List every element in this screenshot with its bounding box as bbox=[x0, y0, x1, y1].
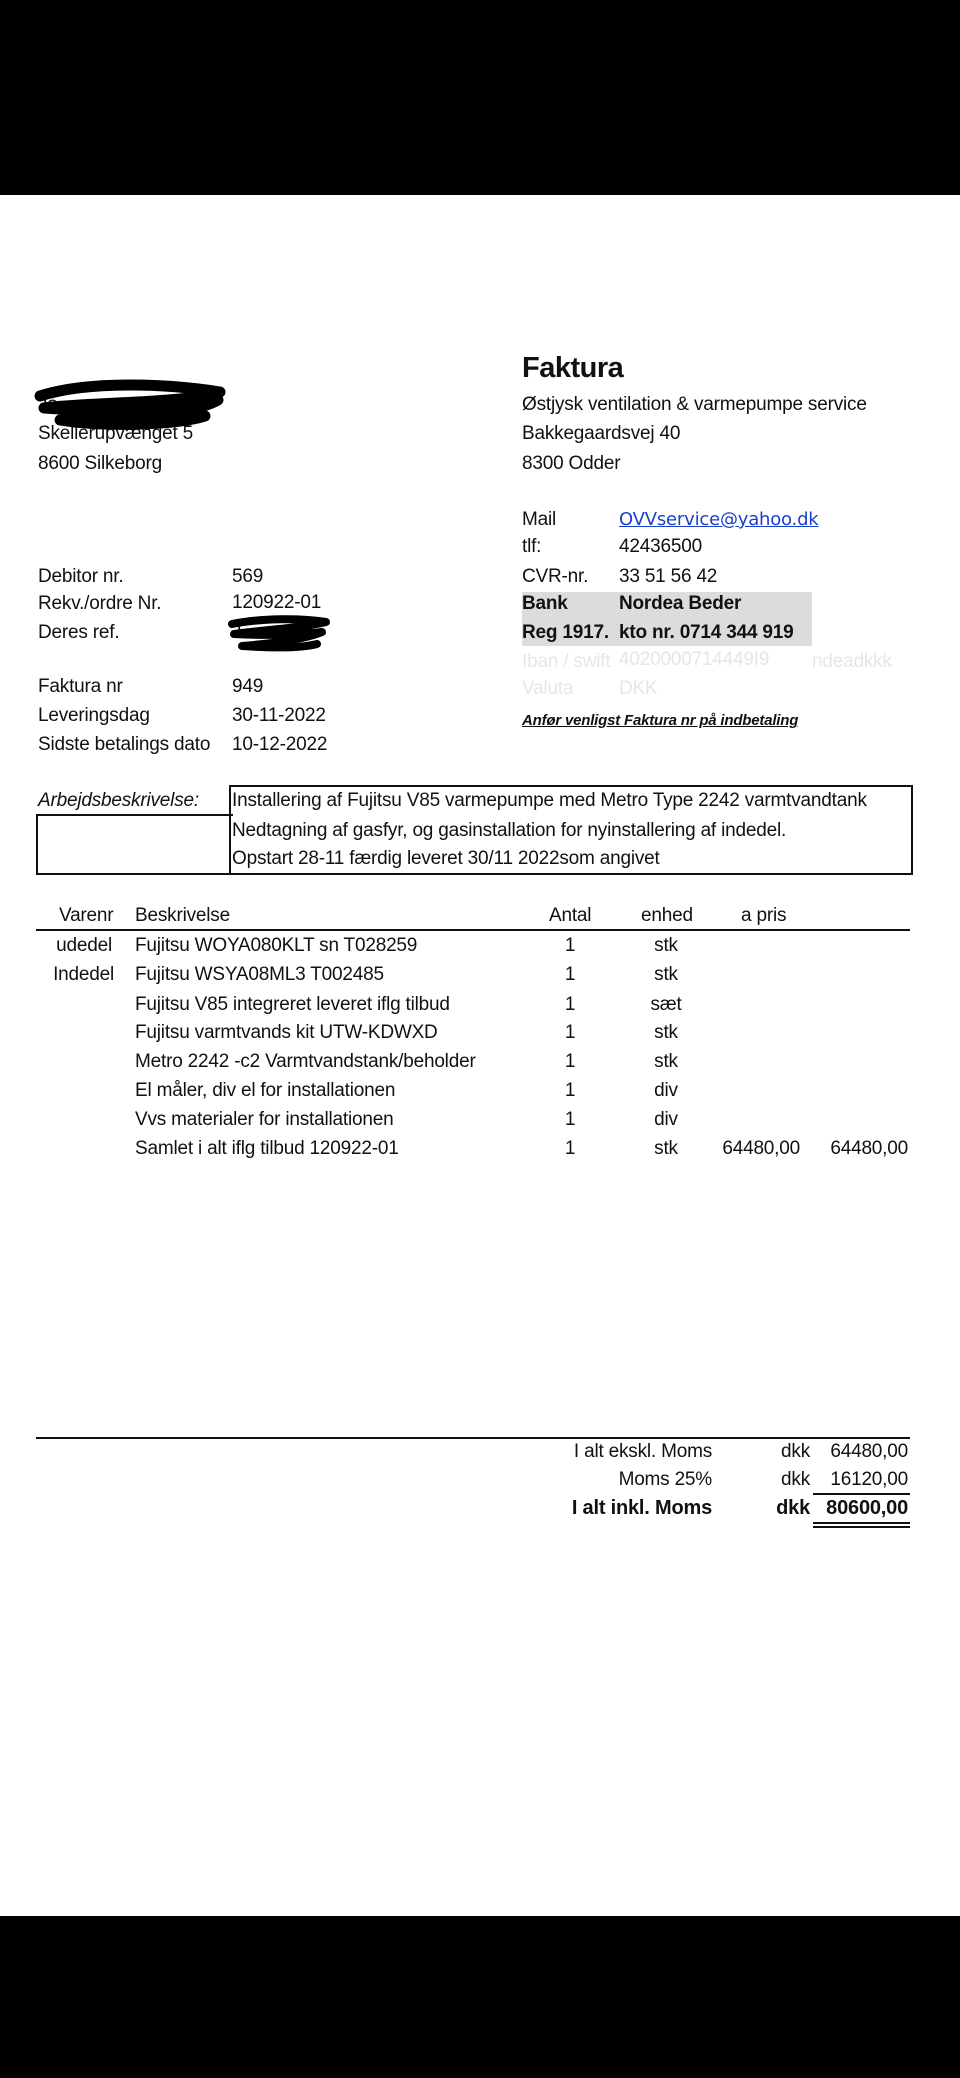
totals-rule bbox=[36, 1437, 910, 1439]
col-beskrivelse: Beskrivelse bbox=[135, 905, 230, 926]
faktura-label: Faktura nr bbox=[38, 676, 123, 697]
bottom-black-bar bbox=[0, 1916, 960, 2078]
kto-value: kto nr. 0714 344 919 bbox=[619, 622, 794, 643]
customer-name: Jo bbox=[38, 394, 58, 415]
tlf-value: 42436500 bbox=[619, 536, 702, 557]
top-black-bar bbox=[0, 0, 960, 195]
redaction-scribble bbox=[30, 378, 230, 438]
swift-value: ndeadkkk bbox=[812, 651, 892, 672]
row-desc: Vvs materialer for installationen bbox=[135, 1109, 394, 1130]
row-antal: 1 bbox=[564, 1138, 576, 1159]
work-label: Arbejdsbeskrivelse: bbox=[38, 790, 199, 811]
valuta-value: DKK bbox=[619, 678, 658, 699]
faktura-value: 949 bbox=[232, 676, 264, 697]
bank-label: Bank bbox=[522, 593, 568, 614]
row-antal: 1 bbox=[564, 935, 576, 956]
col-enhed: enhed bbox=[641, 905, 693, 926]
work-line-3: Opstart 28-11 færdig leveret 30/11 2022som angivet bbox=[232, 848, 660, 869]
payment-note: Anfør venligst Faktura nr på indbetaling bbox=[522, 712, 799, 729]
row-enhed: div bbox=[654, 1080, 678, 1101]
row-desc: Fujitsu varmtvands kit UTW-KDWXD bbox=[135, 1022, 438, 1043]
row-antal: 1 bbox=[564, 1022, 576, 1043]
reg-label: Reg 1917. bbox=[522, 622, 609, 643]
redaction-scribble-ref bbox=[222, 614, 337, 659]
rekv-value: 120922-01 bbox=[232, 592, 322, 613]
levering-value: 30-11-2022 bbox=[232, 705, 326, 726]
row-antal: 1 bbox=[564, 1109, 576, 1130]
work-line-2: Nedtagning af gasfyr, og gasinstallation for nyinstallering af indedel. bbox=[232, 820, 787, 841]
total-moms-label: Moms 25% bbox=[618, 1469, 712, 1490]
row-enhed: div bbox=[654, 1109, 678, 1130]
row-desc: Fujitsu WOYA080KLT sn T028259 bbox=[135, 935, 418, 956]
row-desc: Samlet i alt iflg tilbud 120922-01 bbox=[135, 1138, 399, 1159]
seller-city: 8300 Odder bbox=[522, 453, 621, 474]
customer-city: 8600 Silkeborg bbox=[38, 453, 162, 474]
debitor-label: Debitor nr. bbox=[38, 566, 124, 587]
total-moms-currency: dkk bbox=[781, 1469, 810, 1490]
inc-underline-1 bbox=[813, 1522, 910, 1524]
customer-street: Skellerupvænget 5 bbox=[38, 423, 194, 444]
bank-value: Nordea Beder bbox=[619, 593, 742, 614]
mail-label: Mail bbox=[522, 509, 557, 530]
rekv-label: Rekv./ordre Nr. bbox=[38, 593, 162, 614]
row-enhed: stk bbox=[654, 1051, 678, 1072]
debitor-value: 569 bbox=[232, 566, 264, 587]
betaling-label: Sidste betalings dato bbox=[38, 734, 211, 755]
row-varenr: Indedel bbox=[53, 964, 114, 985]
iban-label: Iban / swift bbox=[522, 651, 611, 672]
col-antal: Antal bbox=[549, 905, 592, 926]
row-desc: Fujitsu V85 integreret leveret iflg tilbud bbox=[135, 994, 450, 1015]
inc-underline-2 bbox=[813, 1526, 910, 1528]
row-antal: 1 bbox=[564, 964, 576, 985]
row-enhed: sæt bbox=[650, 994, 682, 1015]
row-antal: 1 bbox=[564, 1080, 576, 1101]
moms-underline bbox=[813, 1493, 910, 1495]
row-enhed: stk bbox=[654, 935, 678, 956]
row-enhed: stk bbox=[654, 1022, 678, 1043]
row-desc: El måler, div el for installationen bbox=[135, 1080, 396, 1101]
seller-name: Østjysk ventilation & varmepumpe service bbox=[522, 394, 867, 415]
row-antal: 1 bbox=[564, 994, 576, 1015]
row-total: 64480,00 bbox=[830, 1138, 908, 1159]
valuta-label: Valuta bbox=[522, 678, 574, 699]
total-ex-currency: dkk bbox=[781, 1441, 810, 1462]
ref-label: Deres ref. bbox=[38, 622, 120, 643]
row-enhed: stk bbox=[654, 1138, 678, 1159]
work-description-box-left bbox=[36, 814, 233, 875]
col-apris: a pris bbox=[741, 905, 787, 926]
ref-value: J bbox=[232, 622, 242, 643]
invoice-title: Faktura bbox=[522, 352, 624, 384]
total-moms-value: 16120,00 bbox=[830, 1469, 908, 1490]
total-inc-currency: dkk bbox=[776, 1497, 810, 1519]
row-desc: Fujitsu WSYA08ML3 T002485 bbox=[135, 964, 384, 985]
betaling-value: 10-12-2022 bbox=[232, 734, 328, 755]
row-antal: 1 bbox=[564, 1051, 576, 1072]
total-ex-value: 64480,00 bbox=[830, 1441, 908, 1462]
tlf-label: tlf: bbox=[522, 536, 542, 557]
cvr-value: 33 51 56 42 bbox=[619, 566, 718, 587]
cvr-label: CVR-nr. bbox=[522, 566, 589, 587]
work-line-1: Installering af Fujitsu V85 varmepumpe med Metro Type 2242 varmtvandtank bbox=[232, 790, 867, 811]
levering-label: Leveringsdag bbox=[38, 705, 150, 726]
seller-street: Bakkegaardsvej 40 bbox=[522, 423, 681, 444]
mail-link[interactable]: OVVservice@yahoo.dk bbox=[619, 509, 819, 530]
iban-value: 4020000714449I9 bbox=[619, 649, 770, 670]
total-inc-label: I alt inkl. Moms bbox=[571, 1497, 712, 1519]
table-header-rule bbox=[36, 929, 910, 931]
row-apris: 64480,00 bbox=[722, 1138, 800, 1159]
row-desc: Metro 2242 -c2 Varmtvandstank/beholder bbox=[135, 1051, 476, 1072]
total-ex-label: I alt ekskl. Moms bbox=[573, 1441, 712, 1462]
total-inc-value: 80600,00 bbox=[826, 1497, 908, 1519]
row-enhed: stk bbox=[654, 964, 678, 985]
col-varenr: Varenr bbox=[59, 905, 114, 926]
row-varenr: udedel bbox=[56, 935, 112, 956]
